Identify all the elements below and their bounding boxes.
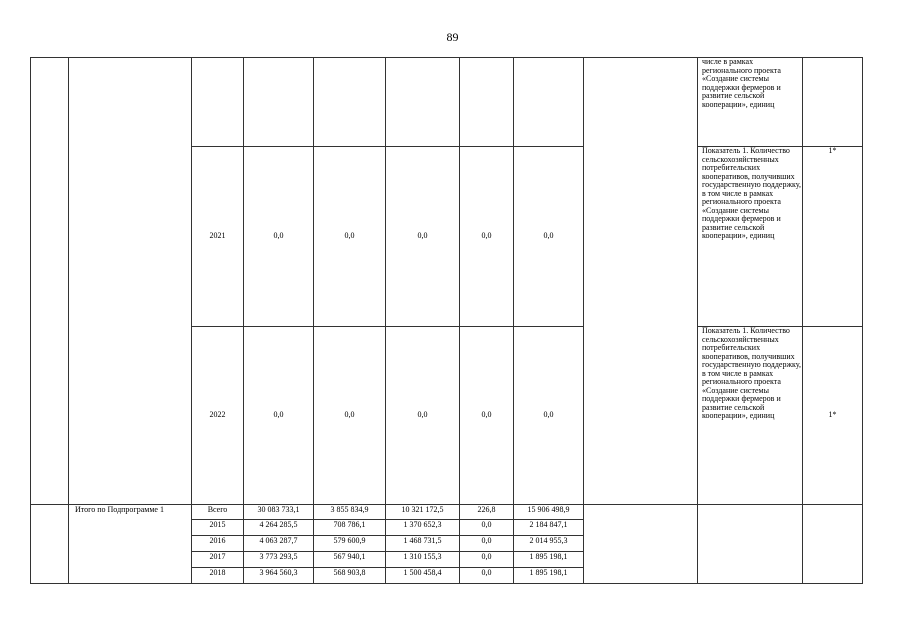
cell-value: 1 310 155,3 bbox=[386, 552, 460, 568]
cell-value: 0,0 bbox=[514, 327, 584, 505]
cell-value: 0,0 bbox=[514, 147, 584, 327]
cell-value: 3 964 560,3 bbox=[244, 568, 314, 584]
cell-indicator: Показатель 1. Количество сельскохозяйственных потребительских кооперативов, получивших государственную поддержку, в том числе в рамках регионального проекта «Создание системы поддержки фермеров и развитие сельской кооперации», единиц bbox=[698, 147, 803, 327]
cell-value: 0,0 bbox=[386, 327, 460, 505]
cell-value: 10 321 172,5 bbox=[386, 505, 460, 520]
cell-year: 2015 bbox=[192, 520, 244, 536]
cell-target bbox=[803, 58, 863, 147]
cell-year: 2017 bbox=[192, 552, 244, 568]
cell-value: 226,8 bbox=[460, 505, 514, 520]
cell-value: 708 786,1 bbox=[314, 520, 386, 536]
cell-target: 1* bbox=[803, 327, 863, 505]
cell-value: 1 468 731,5 bbox=[386, 536, 460, 552]
table-row-continuation bbox=[31, 58, 863, 147]
cell-value: 30 083 733,1 bbox=[244, 505, 314, 520]
cell-value: 568 903,8 bbox=[314, 568, 386, 584]
cell-year bbox=[192, 58, 244, 147]
cell-value: 2 184 847,1 bbox=[514, 520, 584, 536]
cell-year: 2021 bbox=[192, 147, 244, 327]
cell-value bbox=[244, 58, 314, 147]
cell-value: 0,0 bbox=[386, 147, 460, 327]
cell-value bbox=[514, 58, 584, 147]
cell-index bbox=[31, 58, 69, 505]
cell-value: 0,0 bbox=[460, 520, 514, 536]
cell-value: 3 773 293,5 bbox=[244, 552, 314, 568]
cell-value bbox=[386, 58, 460, 147]
cell-value: 0,0 bbox=[244, 327, 314, 505]
cell-value: 15 906 498,9 bbox=[514, 505, 584, 520]
cell-value: 567 940,1 bbox=[314, 552, 386, 568]
cell-year: 2018 bbox=[192, 568, 244, 584]
cell-value: 0,0 bbox=[460, 552, 514, 568]
cell-year: 2022 bbox=[192, 327, 244, 505]
cell-value: 1 500 458,4 bbox=[386, 568, 460, 584]
cell-target bbox=[803, 505, 863, 584]
cell-value: 2 014 955,3 bbox=[514, 536, 584, 552]
cell-value: 3 855 834,9 bbox=[314, 505, 386, 520]
cell-target: 1* bbox=[803, 147, 863, 327]
cell-value: 0,0 bbox=[314, 327, 386, 505]
cell-value bbox=[460, 58, 514, 147]
cell-indicator: Показатель 1. Количество сельскохозяйственных потребительских кооперативов, получивших государственную поддержку, в том числе в рамках регионального проекта «Создание системы поддержки фермеров и развитие сельской кооперации», единиц bbox=[698, 327, 803, 505]
cell-value: 579 600,9 bbox=[314, 536, 386, 552]
cell-value: 0,0 bbox=[460, 327, 514, 505]
page-number: 89 bbox=[446, 30, 459, 44]
cell-value: 0,0 bbox=[460, 147, 514, 327]
cell-year: 2016 bbox=[192, 536, 244, 552]
cell-value: 1 370 652,3 bbox=[386, 520, 460, 536]
cell-value: 0,0 bbox=[460, 536, 514, 552]
cell-index bbox=[31, 505, 69, 584]
cell-name bbox=[69, 58, 192, 505]
cell-value: 0,0 bbox=[314, 147, 386, 327]
program-table bbox=[30, 57, 863, 584]
cell-value: 4 063 287,7 bbox=[244, 536, 314, 552]
cell-executor bbox=[584, 505, 698, 584]
cell-value: 4 264 285,5 bbox=[244, 520, 314, 536]
cell-value: 0,0 bbox=[244, 147, 314, 327]
cell-value bbox=[314, 58, 386, 147]
total-label: Итого по Подпрограмме 1 bbox=[69, 505, 192, 584]
table-row-total-all bbox=[31, 505, 863, 520]
cell-value: 1 895 198,1 bbox=[514, 552, 584, 568]
cell-indicator: числе в рамках регионального проекта «Создание системы поддержки фермеров и развитие сельской кооперации», единиц bbox=[698, 58, 803, 147]
cell-executor bbox=[584, 58, 698, 505]
cell-indicator bbox=[698, 505, 803, 584]
program-table-wrapper bbox=[30, 57, 863, 584]
cell-value: 0,0 bbox=[460, 568, 514, 584]
cell-value: 1 895 198,1 bbox=[514, 568, 584, 584]
cell-year: Всего bbox=[192, 505, 244, 520]
